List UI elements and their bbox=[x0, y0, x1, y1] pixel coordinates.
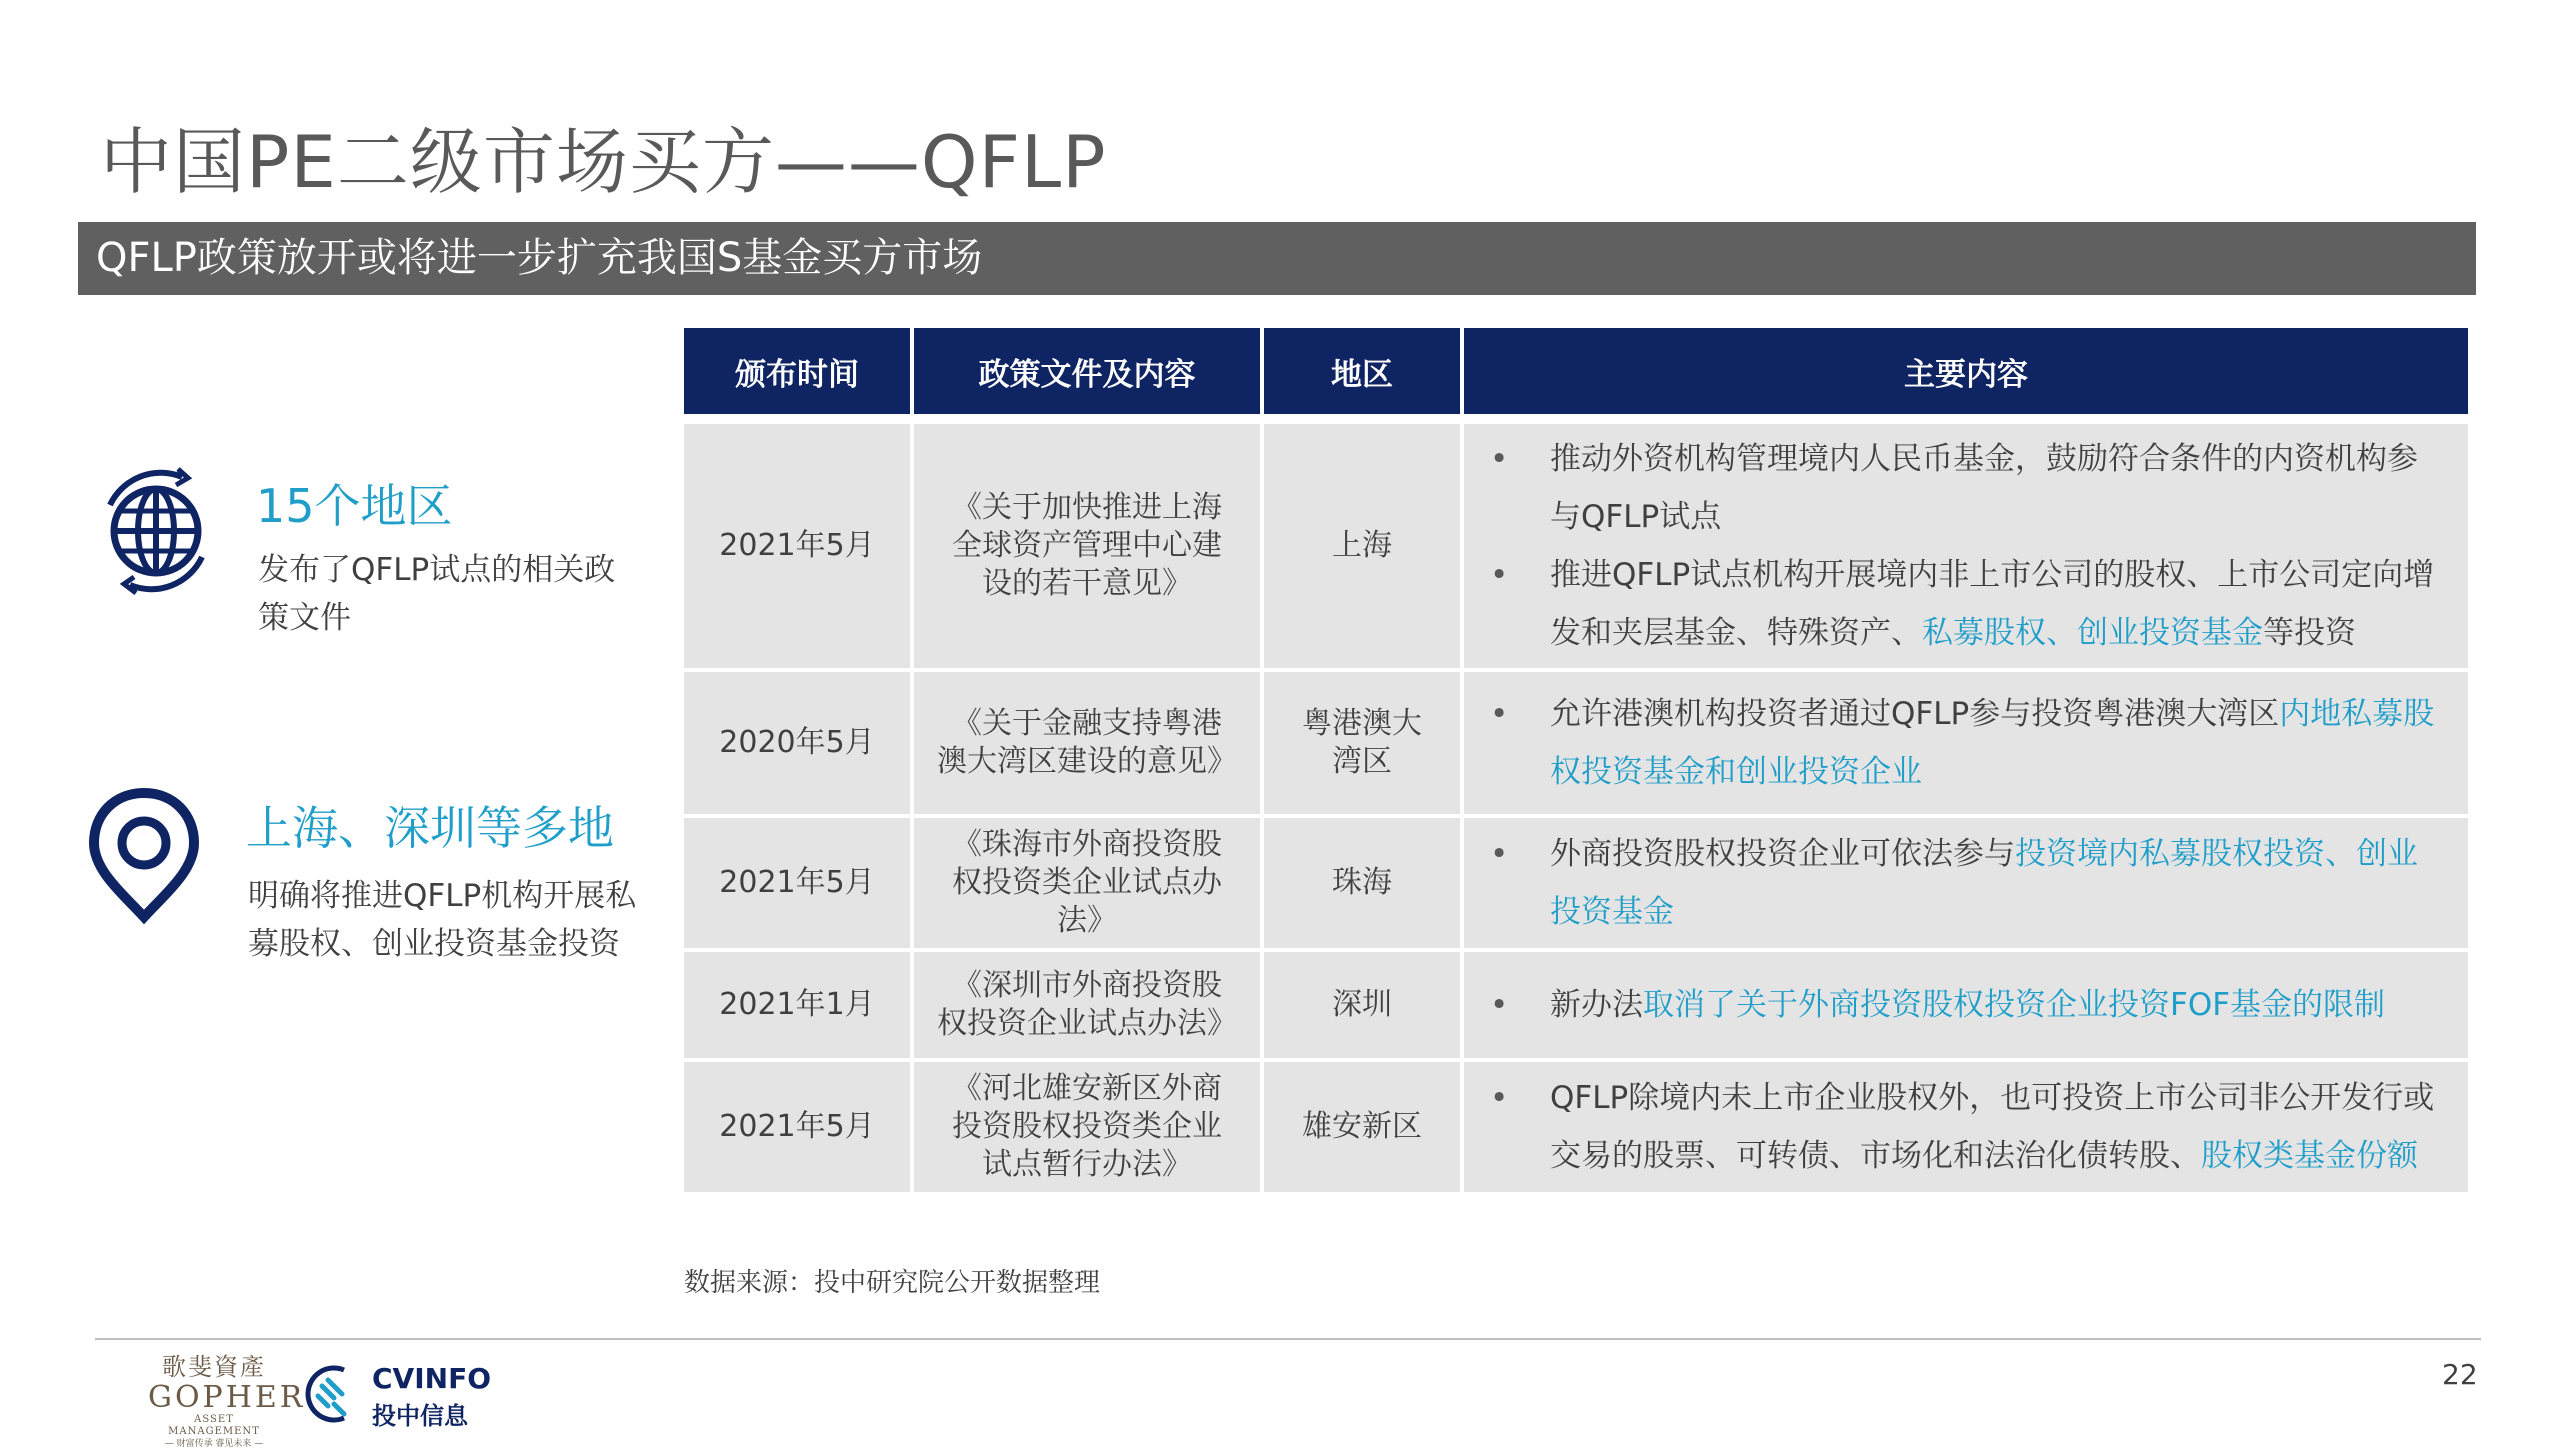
cell-region: 上海 bbox=[1264, 424, 1460, 668]
table-row bbox=[684, 672, 2468, 814]
location-pin-icon bbox=[84, 785, 204, 929]
stat-description: 发布了QFLP试点的相关政 策文件 bbox=[258, 552, 616, 636]
cell-content bbox=[1464, 1062, 2468, 1192]
list-item: • 新办法取消了关于外商投资股权投资企业投资FOF基金的限制 bbox=[1490, 987, 2386, 1023]
stat-title: 15个地区 bbox=[256, 479, 453, 533]
cell-document: 《关于加快推进上海 全球资产管理中心建 设的若干意见》 bbox=[914, 424, 1260, 668]
data-source-note: 数据来源：投中研究院公开数据整理 bbox=[684, 1268, 1101, 1298]
cell-region: 粤港澳大湾区 bbox=[1264, 672, 1460, 814]
cell-region: 深圳 bbox=[1264, 952, 1460, 1058]
list-item: • 外商投资股权投资企业可依法参与投资境内私募股权投资、创业投资基金 bbox=[1490, 836, 2418, 930]
cell-date: 2021年5月 bbox=[684, 818, 910, 948]
cell-date: 2021年5月 bbox=[684, 424, 910, 668]
cell-date: 2020年5月 bbox=[684, 672, 910, 814]
header-region: 地区 bbox=[1264, 328, 1460, 414]
list-item: • QFLP除境内未上市企业股权外，也可投资上市公司非公开发行或交易的股票、可转债、市场化和法治化债转股、股权类基金份额 bbox=[1490, 1080, 2435, 1174]
cell-content bbox=[1464, 672, 2468, 814]
list-item: • 允许港澳机构投资者通过QFLP参与投资粤港澳大湾区内地私募股权投资基金和创业投资企业 bbox=[1490, 696, 2435, 790]
cvinfo-logo-icon bbox=[304, 1364, 364, 1428]
stat-title: 上海、深圳等多地 bbox=[246, 801, 614, 855]
globe-icon bbox=[90, 465, 222, 601]
header-document: 政策文件及内容 bbox=[914, 328, 1260, 414]
gopher-logo: 歌斐資產 GOPHER ASSET MANAGEMENT — 财富传承 睿见未来 — bbox=[148, 1353, 306, 1449]
cell-document: 《深圳市外商投资股 权投资企业试点办法》 bbox=[914, 952, 1260, 1058]
cell-date: 2021年1月 bbox=[684, 952, 910, 1058]
list-item: • 推动外资机构管理境内人民币基金，鼓励符合条件的内资机构参与QFLP试点 bbox=[1490, 441, 2418, 535]
table-row bbox=[684, 424, 2468, 668]
cell-date: 2021年5月 bbox=[684, 1062, 910, 1192]
table-row bbox=[684, 1062, 2468, 1192]
subtitle-bar: QFLP政策放开或将进一步扩充我国S基金买方市场 bbox=[78, 222, 2476, 295]
cell-content bbox=[1464, 818, 2468, 948]
cell-document: 《珠海市外商投资股 权投资类企业试点办 法》 bbox=[914, 818, 1260, 948]
table-header-row bbox=[684, 328, 2468, 414]
footer-divider bbox=[95, 1338, 2481, 1340]
cell-region: 雄安新区 bbox=[1264, 1062, 1460, 1192]
header-date: 颁布时间 bbox=[684, 328, 910, 414]
cell-content bbox=[1464, 424, 2468, 668]
header-content: 主要内容 bbox=[1464, 328, 2468, 414]
table-row bbox=[684, 952, 2468, 1058]
cell-document: 《河北雄安新区外商 投资股权投资类企业 试点暂行办法》 bbox=[914, 1062, 1260, 1192]
table-row bbox=[684, 818, 2468, 948]
cell-region: 珠海 bbox=[1264, 818, 1460, 948]
list-item: • 推进QFLP试点机构开展境内非上市公司的股权、上市公司定向增发和夹层基金、特殊资产、私募股权、创业投资基金等投资 bbox=[1490, 557, 2435, 651]
stat-description: 明确将推进QFLP机构开展私 募股权、创业投资基金投资 bbox=[248, 878, 637, 962]
page-title: 中国PE二级市场买方——QFLP bbox=[100, 120, 1107, 204]
cell-document: 《关于金融支持粤港 澳大湾区建设的意见》 bbox=[914, 672, 1260, 814]
page-number: 22 bbox=[2442, 1358, 2478, 1391]
cell-content bbox=[1464, 952, 2468, 1058]
policy-table bbox=[680, 324, 2472, 1196]
